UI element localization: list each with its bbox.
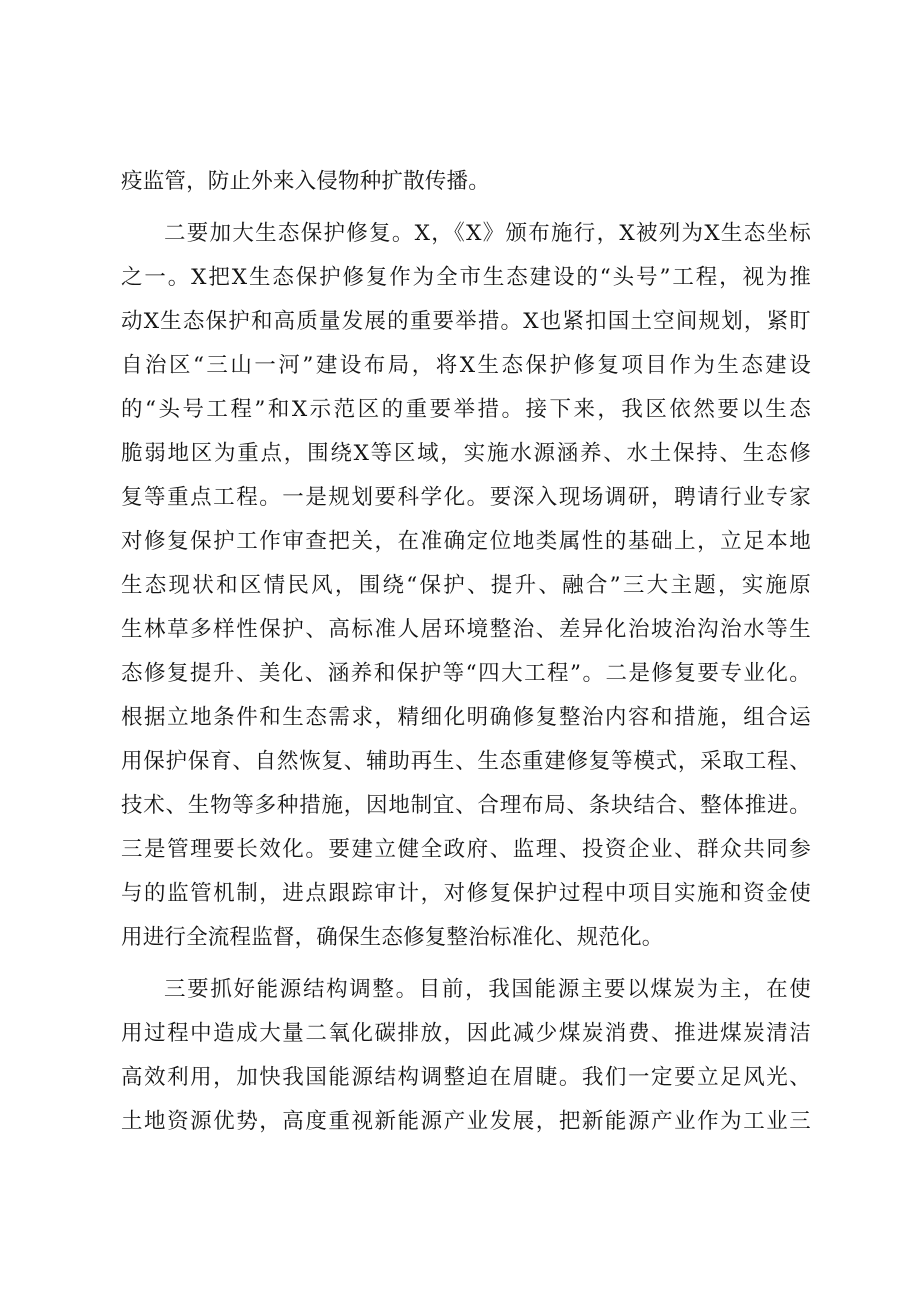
- paragraph-spacer: [121, 960, 811, 968]
- paragraph: [121, 968, 811, 1144]
- text-line: 的“头号工程”和X示范区的重要举措。接下来，我区依然要以生态: [121, 397, 811, 422]
- text-line: 生林草多样性保护、高标准人居环境整治、差异化治坡治沟治水等生: [121, 617, 811, 642]
- paragraph-spacer: [121, 204, 811, 212]
- text-line: 技术、生物等多种措施，因地制宜、合理布局、条块结合、整体推进。: [121, 793, 811, 818]
- text-line: 三要抓好能源结构调整。目前，我国能源主要以煤炭为主，在使: [164, 977, 811, 1002]
- text-line: 对修复保护工作审查把关，在准确定位地类属性的基础上，立足本地: [121, 529, 811, 554]
- text-line: 态修复提升、美化、涵养和保护等“四大工程”。二是修复要专业化。: [121, 661, 811, 686]
- text-line: 二要加大生态保护修复。X，《X》颁布施行，X被列为X生态坐标: [164, 221, 811, 246]
- text-line: 疫监管，防止外来入侵物种扩散传播。: [121, 169, 490, 194]
- text-line: 与的监管机制，进点跟踪审计，对修复保护过程中项目实施和资金使: [121, 881, 811, 906]
- text-line: 土地资源优势，高度重视新能源产业发展，把新能源产业作为工业三: [121, 1109, 811, 1134]
- text-line: 高效利用，加快我国能源结构调整迫在眉睫。我们一定要立足风光、: [121, 1065, 811, 1090]
- text-line: 生态现状和区情民风，围绕“保护、提升、融合”三大主题，实施原: [121, 573, 811, 598]
- text-line: 用过程中造成大量二氧化碳排放，因此减少煤炭消费、推进煤炭清洁: [121, 1021, 811, 1046]
- text-line: 自治区“三山一河”建设布局，将X生态保护修复项目作为生态建设: [121, 353, 811, 378]
- text-line: 动X生态保护和高质量发展的重要举措。X也紧扣国土空间规划，紧盯: [121, 309, 811, 334]
- text-line: 脆弱地区为重点，围绕X等区域，实施水源涵养、水土保持、生态修: [121, 441, 811, 466]
- text-line: 复等重点工程。一是规划要科学化。要深入现场调研，聘请行业专家: [121, 485, 811, 510]
- text-line: 三是管理要长效化。要建立健全政府、监理、投资企业、群众共同参: [121, 837, 811, 862]
- text-line: 用保护保育、自然恢复、辅助再生、生态重建修复等模式，采取工程、: [121, 749, 811, 774]
- text-line: 用进行全流程监督，确保生态修复整治标准化、规范化。: [121, 925, 664, 950]
- paragraph: [121, 212, 811, 960]
- paragraph: [121, 160, 811, 204]
- text-line: 根据立地条件和生态需求，精细化明确修复整治内容和措施，组合运: [121, 705, 811, 730]
- text-line: 之一。X把X生态保护修复作为全市生态建设的“头号”工程，视为推: [121, 265, 811, 290]
- document-body: [121, 160, 811, 1144]
